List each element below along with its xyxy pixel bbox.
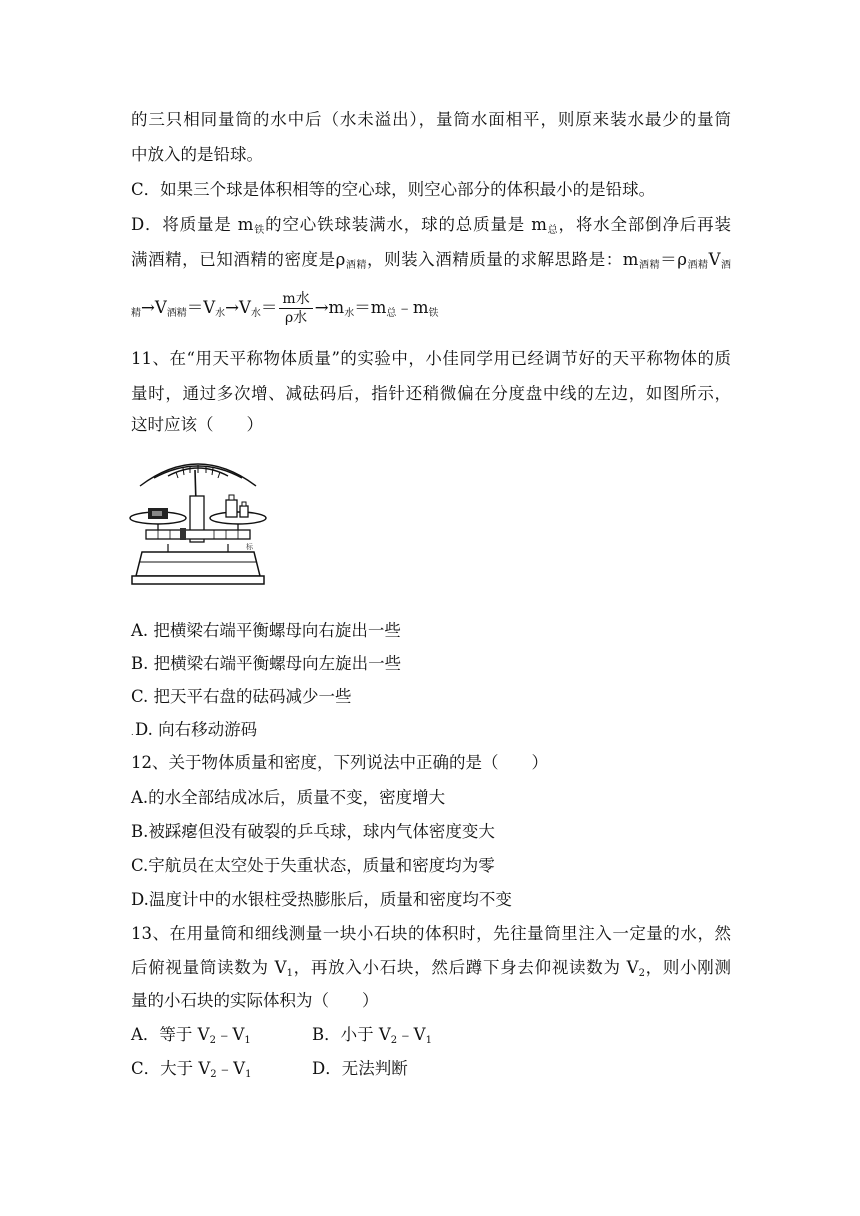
q11-option-d: D. 向右移动游码: [135, 720, 258, 739]
q13-option-a: [131, 1025, 251, 1044]
text: ＝V: [186, 298, 216, 317]
rider: [180, 528, 186, 540]
q10-option-d-line2: [131, 249, 731, 274]
subscript: 1: [244, 1035, 251, 1046]
subscript: 酒精: [686, 260, 709, 271]
weight-small: [240, 506, 248, 517]
subscript: 精: [131, 308, 141, 319]
text: ＝: [260, 298, 278, 317]
text: ，再放入小石块，然后蹲下身去仰视读数为 V: [292, 958, 639, 977]
subscript: 酒精: [166, 308, 187, 319]
subscript: 水: [215, 308, 226, 319]
fraction: [279, 291, 312, 326]
text: D．将质量是 m: [131, 215, 254, 234]
q13-option-d: D．无法判断: [312, 1059, 408, 1078]
q10-line2: 中放入的是铅球。: [131, 145, 263, 164]
q13-options-row1: [131, 1024, 731, 1049]
q13-option-b: [312, 1024, 432, 1049]
stray-mark: .: [131, 728, 134, 737]
q10-line1: 的三只相同量筒的水中后（水未溢出），量筒水面相平，则原来装水最少的量筒: [131, 110, 731, 129]
text: ，则装入酒精质量的求解思路是：m: [367, 250, 639, 269]
text: ﹣V: [397, 1025, 426, 1044]
q13-stem-line2: [131, 957, 731, 982]
q11-stem-line3: 这时应该（ ）: [131, 415, 263, 434]
text: A．等于 V: [131, 1025, 210, 1044]
subscript: 总: [386, 308, 397, 319]
subscript: 2: [638, 968, 645, 979]
text: ，将水全部倒净后再装: [558, 215, 732, 234]
subscript: 酒精: [638, 260, 661, 271]
text: ﹣m: [396, 298, 429, 317]
q12-stem: 12、关于物体质量和密度，下列说法中正确的是（ ）: [131, 753, 548, 772]
text: C．大于 V: [131, 1059, 211, 1078]
subscript: 总: [546, 225, 559, 236]
q10-option-d-line1: [131, 214, 731, 239]
text: ，则小刚测: [644, 958, 731, 977]
q11-option-c: C. 把天平右盘的砝码减少一些: [131, 687, 352, 706]
q12-option-a: A.的水全部结成冰后，质量不变，密度增大: [131, 788, 446, 807]
text: B．小于 V: [312, 1025, 391, 1044]
text: 满酒精，已知酒精的密度是ρ: [131, 250, 346, 269]
subscript: 铁: [428, 308, 439, 319]
text: →V: [225, 298, 251, 317]
subscript: 水: [250, 308, 261, 319]
q12-option-b: B.被踩瘪但没有破裂的乒乓球，球内气体密度变大: [131, 822, 495, 841]
text: V: [708, 250, 721, 269]
q12-option-c: C.宇航员在太空处于失重状态，质量和密度均为零: [131, 856, 495, 875]
text: →m: [314, 298, 345, 317]
subscript: 酒精: [345, 260, 368, 271]
subscript: 2: [210, 1069, 217, 1080]
q13-stem-line3: 量的小石块的实际体积为（ ）: [131, 991, 379, 1010]
figure-label: 标: [246, 543, 253, 551]
beam: [146, 530, 250, 539]
q11-option-a: A. 把横梁右端平衡螺母向右旋出一些: [131, 621, 401, 640]
text: ﹣V: [216, 1059, 246, 1078]
fraction-denominator: ρ水: [284, 310, 308, 326]
q10-option-d-formula: [131, 290, 439, 329]
weight-large: [226, 500, 237, 517]
text: ﹣V: [215, 1025, 245, 1044]
text: ＝m: [354, 298, 387, 317]
subscript: 1: [245, 1069, 252, 1080]
q13-option-c: [131, 1059, 251, 1078]
subscript: 1: [425, 1035, 432, 1046]
balance-scale-figure: [128, 448, 268, 593]
subscript: 铁: [253, 225, 266, 236]
q11-stem-line2: 量时，通过多次增、减砝码后，指针还稍微偏在分度盘中线的左边，如图所示，: [131, 384, 731, 403]
base: [136, 552, 260, 576]
q13-options-row2: [131, 1058, 731, 1083]
right-pan: [210, 512, 266, 524]
text: 的空心铁球装满水，球的总质量是 m: [265, 215, 547, 234]
subscript: 2: [209, 1035, 216, 1046]
subscript: 酒: [720, 260, 732, 271]
q11-option-b: B. 把横梁右端平衡螺母向左旋出一些: [131, 654, 402, 673]
q12-option-d: D.温度计中的水银柱受热膨胀后，质量和密度均不变: [131, 890, 512, 909]
base-plate: [132, 576, 264, 584]
q11-stem-line1: 11、在“用天平称物体质量”的实验中，小佳同学用已经调节好的天平称物体的质: [131, 349, 731, 368]
fraction-numerator: m水: [279, 291, 312, 309]
q13-stem-line1: 13、在用量筒和细线测量一块小石块的体积时，先往量筒里注入一定量的水，然: [131, 924, 731, 943]
subscript: 1: [286, 968, 293, 979]
subscript: 水: [344, 308, 355, 319]
text: ＝ρ: [660, 250, 687, 269]
subscript: 2: [390, 1035, 398, 1046]
q10-option-c: C．如果三个球是体积相等的空心球，则空心部分的体积最小的是铅球。: [131, 180, 656, 199]
text: 后俯视量筒读数为 V: [131, 958, 287, 977]
text: →V: [141, 298, 167, 317]
